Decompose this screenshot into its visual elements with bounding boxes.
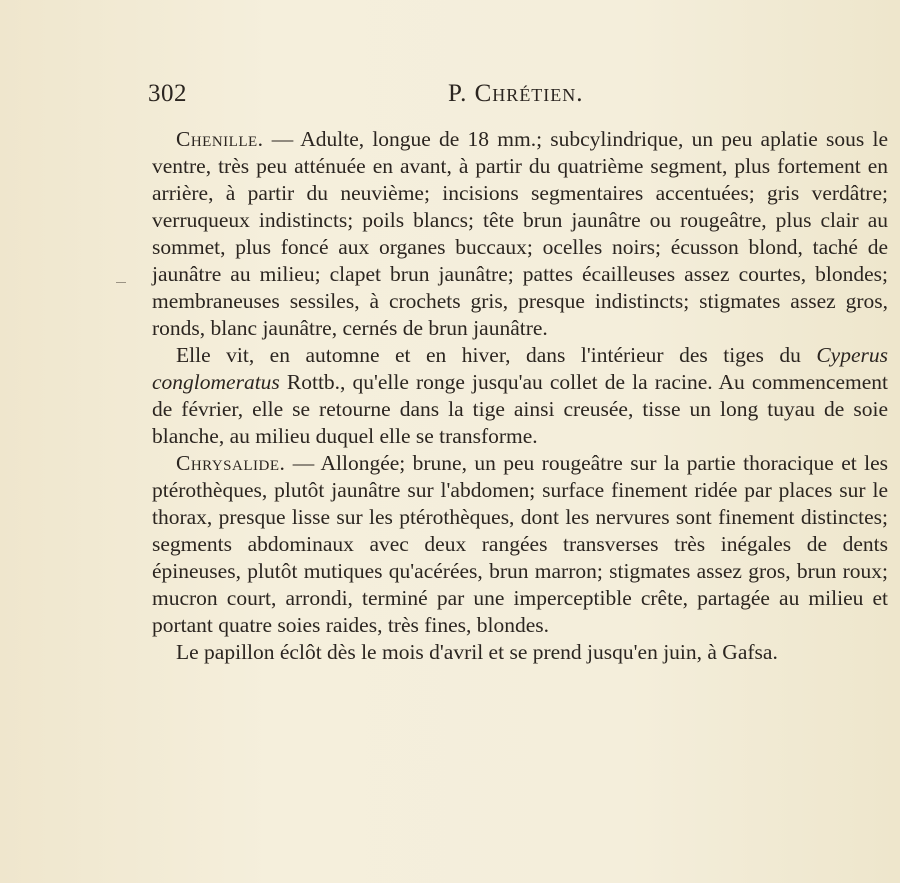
page-number: 302 xyxy=(148,80,187,107)
page-header xyxy=(148,80,888,110)
species-name: Cyperus conglomeratus xyxy=(152,343,888,394)
chrysalide-text: — Allongée; brune, un peu rougeâtre sur la partie thoracique et les ptérothèques, plutôt jaunâtre sur l'abdomen; surface finement ridée par places sur le thorax, presque lisse sur les ptérothèques, dont les nervures sont finement distinctes; segments abdominaux avec deux rangées transverses très inégales de dents épineuses, plutôt mutiques qu'acérées, brun marron; stigmates assez gros, brun roux; mucron court, arrondi, terminé par une imperceptible crête, partagée au milieu et portant quatre soies raides, très fines, blondes. xyxy=(152,451,888,637)
paragraph-chrysalide xyxy=(152,450,888,639)
paragraph-habitat xyxy=(152,342,888,450)
margin-mark xyxy=(116,282,126,283)
chenille-label: Chenille. xyxy=(176,127,264,151)
chrysalide-label: Chrysalide. xyxy=(176,451,286,475)
body-text xyxy=(152,126,888,666)
habitat-text-after: Rottb., qu'elle ronge jusqu'au collet de la racine. Au commencement de février, elle se retourne dans la tige ainsi creusée, tisse un long tuyau de soie blanche, au milieu duquel elle se transforme. xyxy=(152,370,888,448)
chenille-text: — Adulte, longue de 18 mm.; subcylindrique, un peu aplatie sous le ventre, très peu atténuée en avant, à partir du quatrième segment, plus fortement en arrière, à partir du neuvième; incisions segmentaires accentuées; gris verdâtre; verruqueux indistincts; poils blancs; tête brun jaunâtre ou rougeâtre, plus clair au sommet, plus foncé aux organes buccaux; ocelles noirs; écusson blond, taché de jaunâtre au milieu; clapet brun jaunâtre; pattes écailleuses assez courtes, blondes; membraneuses sessiles, à crochets gris, presque indistincts; stigmates assez gros, ronds, blanc jaunâtre, cernés de brun jaunâtre. xyxy=(152,127,888,340)
papillon-text: Le papillon éclôt dès le mois d'avril et se prend jusqu'en juin, à Gafsa. xyxy=(176,640,778,664)
paragraph-papillon xyxy=(152,639,888,666)
habitat-text-before: Elle vit, en automne et en hiver, dans l'intérieur des tiges du xyxy=(176,343,817,367)
paragraph-chenille xyxy=(152,126,888,342)
running-head: P. Chrétien. xyxy=(448,80,584,107)
